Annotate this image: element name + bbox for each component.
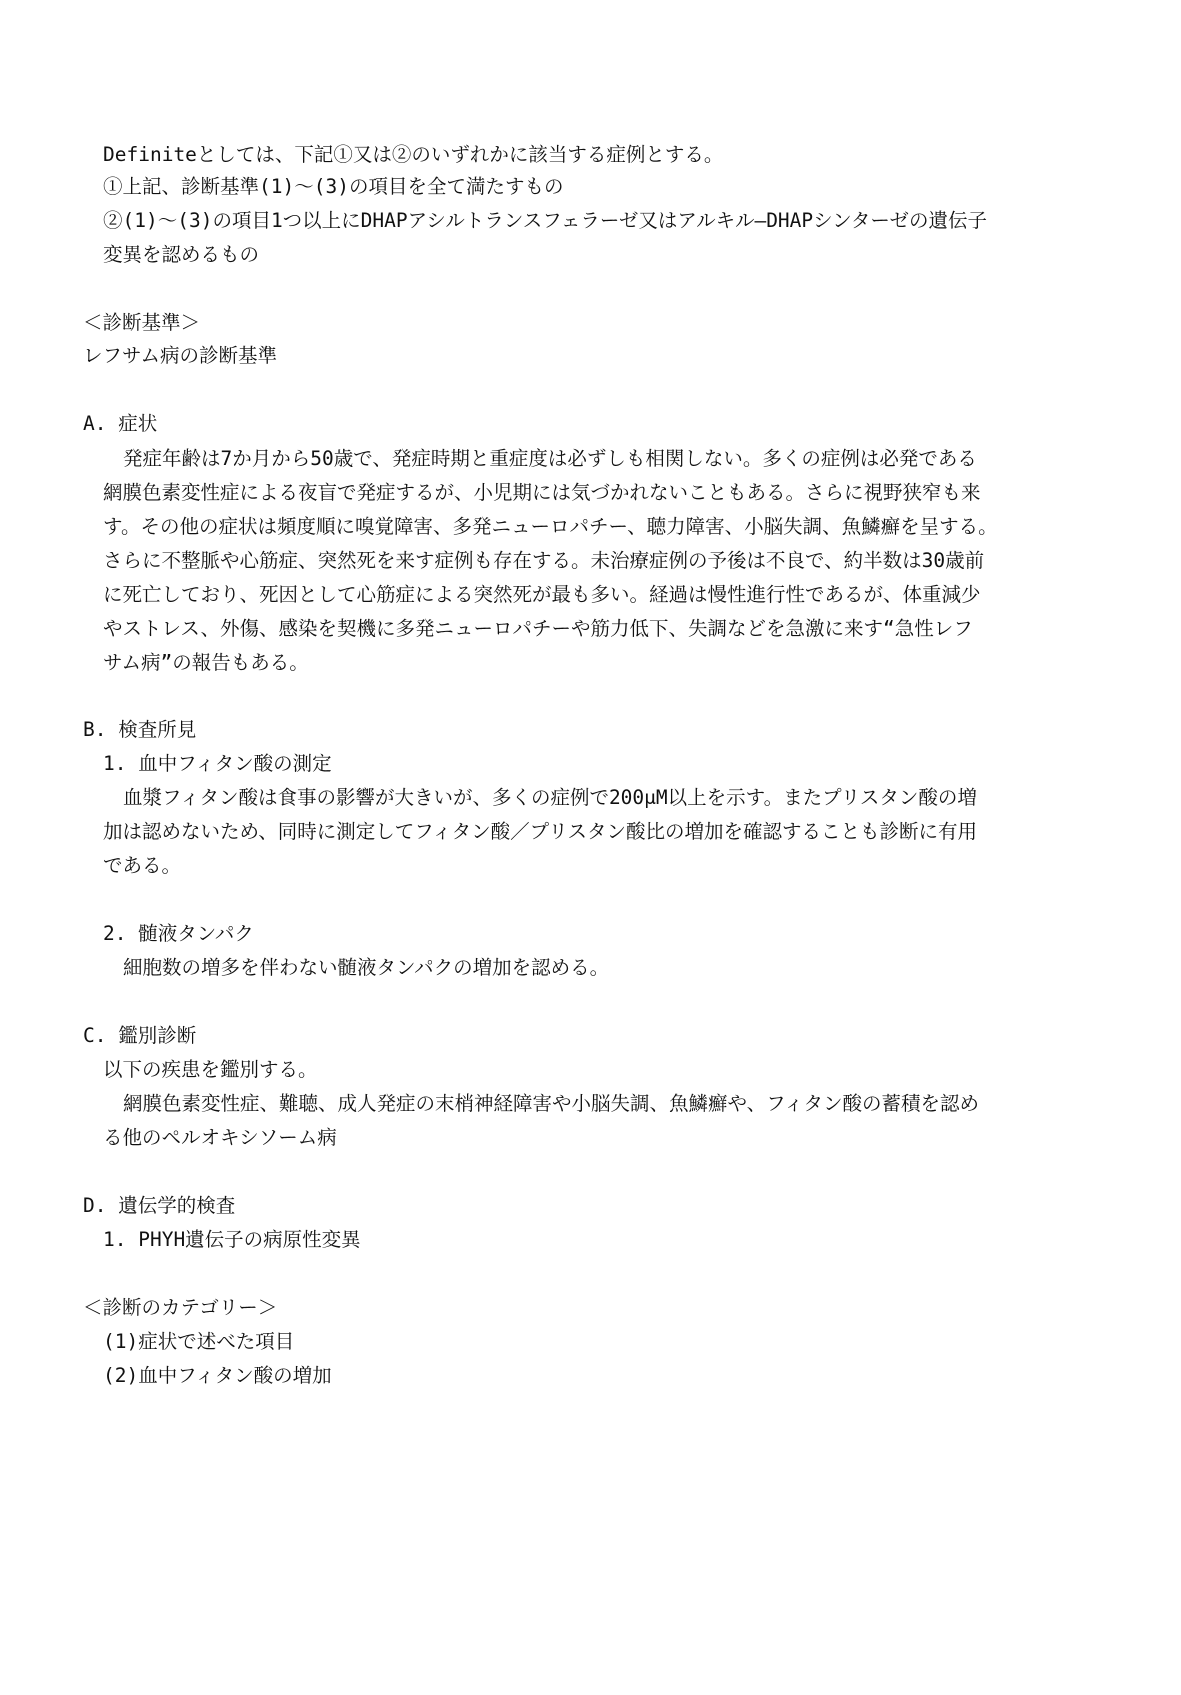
definite-intro: Definiteとしては、下記①又は②のいずれかに該当する症例とする。: [103, 143, 724, 166]
category-item: (2)血中フィタン酸の増加: [103, 1364, 332, 1387]
section-c-line: る他のペルオキシソーム病: [103, 1126, 337, 1149]
category-item: (1)症状で述べた項目: [103, 1330, 295, 1353]
section-a-line: やストレス、外傷、感染を契機に多発ニューロパチーや筋力低下、失調などを急激に来す“急性レフ: [103, 617, 973, 640]
section-a-line: さらに不整脈や心筋症、突然死を来す症例も存在する。未治療症例の予後は不良で、約半数は30歳前: [103, 549, 985, 572]
criteria-title: レフサム病の診断基準: [83, 344, 278, 367]
section-a-line: す。その他の症状は頻度順に嗅覚障害、多発ニューロパチー、聴力障害、小脳失調、魚鱗癬を呈する。: [103, 515, 998, 538]
section-b-sub1-line: である。: [103, 854, 182, 877]
section-b-heading: B. 検査所見: [83, 718, 197, 741]
section-c-heading: C. 鑑別診断: [83, 1024, 197, 1047]
section-b-sub2-line: 細胞数の増多を伴わない髄液タンパクの増加を認める。: [123, 956, 610, 979]
section-b-sub1-heading: 1. 血中フィタン酸の測定: [103, 752, 332, 775]
section-b-sub1-line: 加は認めないため、同時に測定してフィタン酸／プリスタン酸比の増加を確認することも診断に有用: [103, 820, 977, 843]
definite-item-1: ①上記、診断基準(1)～(3)の項目を全て満たすもの: [103, 175, 564, 198]
section-a-line: 網膜色素変性症による夜盲で発症するが、小児期には気づかれないこともある。さらに視野狭窄も来: [103, 481, 981, 504]
section-b-sub2-heading: 2. 髄液タンパク: [103, 922, 254, 945]
section-d-item: 1. PHYH遺伝子の病原性変異: [103, 1228, 361, 1251]
section-a-heading: A. 症状: [83, 412, 158, 435]
definite-item-2-cont: 変異を認めるもの: [103, 243, 260, 266]
definite-item-2: ②(1)～(3)の項目1つ以上にDHAPアシルトランスフェラーゼ又はアルキル―DHAPシンターゼの遺伝子: [103, 209, 987, 232]
section-a-line: 発症年齢は7か月から50歳で、発症時期と重症度は必ずしも相関しない。多くの症例は必発である: [123, 447, 977, 470]
section-c-intro: 以下の疾患を鑑別する。: [103, 1058, 318, 1081]
criteria-heading: ＜診断基準＞: [83, 311, 201, 334]
section-a-line: サム病”の報告もある。: [103, 651, 309, 674]
section-d-heading: D. 遺伝学的検査: [83, 1194, 236, 1217]
category-heading: ＜診断のカテゴリー＞: [83, 1296, 278, 1319]
section-b-sub1-line: 血漿フィタン酸は食事の影響が大きいが、多くの症例で200μM以上を示す。またプリスタン酸の増: [123, 786, 977, 809]
section-c-line: 網膜色素変性症、難聴、成人発症の末梢神経障害や小脳失調、魚鱗癬や、フィタン酸の蓄積を認め: [123, 1092, 980, 1115]
section-a-line: に死亡しており、死因として心筋症による突然死が最も多い。経過は慢性進行性であるが、体重減少: [103, 583, 981, 606]
